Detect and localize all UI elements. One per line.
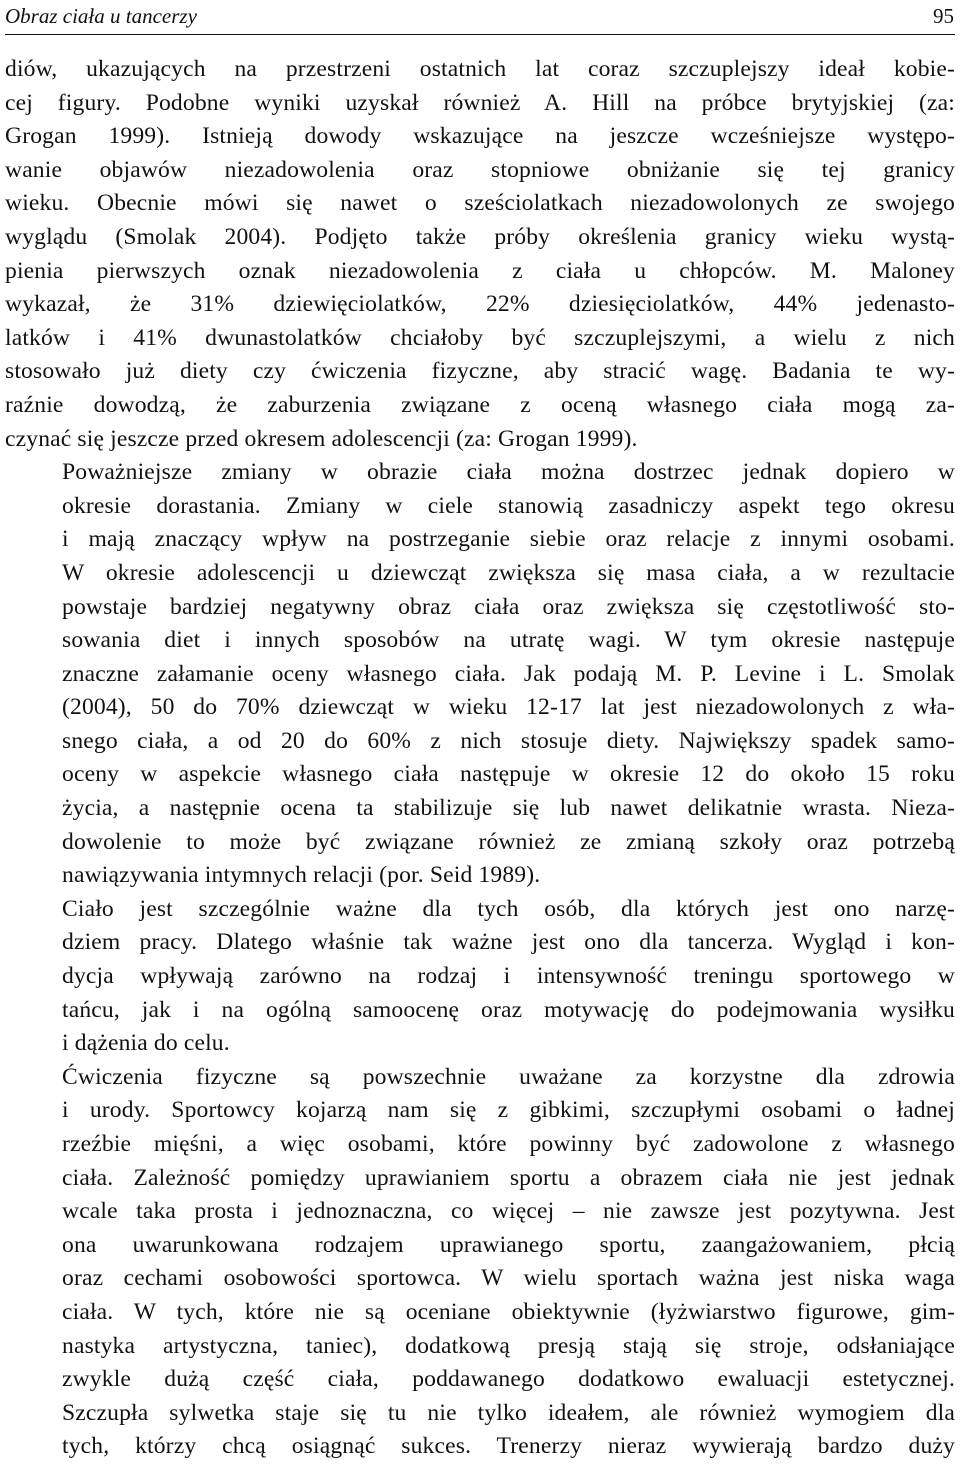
text-line: dycja wpływają zarówno na rodzaj i intensywność treningu sportowego w (62, 963, 955, 990)
text-line: wyglądu (Smolak 2004). Podjęto także próby określenia granicy wieku wystą- (5, 223, 955, 250)
text-line: ciała. W tych, które nie są oceniane obiektywnie (łyżwiarstwo figurowe, gim- (62, 1298, 955, 1325)
text-line: życia, a następnie ocena ta stabilizuje się lub nawet delikatnie wrasta. Nieza- (62, 795, 955, 822)
body-text (5, 53, 955, 1464)
text-line: diów, ukazujących na przestrzeni ostatnich lat coraz szczuplejszy ideał kobie- (5, 56, 955, 82)
header-rule (5, 34, 955, 35)
text-line: okresie dorastania. Zmiany w ciele stanowią zasadniczy aspekt tego okresu (62, 492, 955, 519)
text-line: latków i 41% dwunastolatków chciałoby być szczuplejszymi, a wielu z nich (5, 324, 955, 351)
text-line: dowolenie to może być związane również ze zmianą szkoły oraz potrzebą (62, 828, 955, 855)
text-line: nastyka artystyczna, taniec), dodatkową presją stają się stroje, odsłaniające (62, 1332, 955, 1359)
text-line: zwykle dużą część ciała, poddawanego dodatkowo ewaluacji estetycznej. (62, 1366, 955, 1393)
text-line: ciała. Zależność pomiędzy uprawianiem sportu a obrazem ciała nie jest jednak (62, 1164, 955, 1191)
text-line: wanie objawów niezadowolenia oraz stopniowe obniżanie się tej granicy (5, 156, 955, 183)
running-head (5, 1, 955, 31)
text-line: powstaje bardziej negatywny obraz ciała oraz zwiększa się częstotliwość sto- (62, 593, 955, 620)
text-line: tych, którzy chcą osiągnąć sukces. Trenerzy nieraz wywierają bardzo duży (62, 1433, 955, 1460)
text-line: W okresie adolescencji u dziewcząt zwiększa się masa ciała, a w rezultacie (62, 559, 955, 586)
book-page (5, 0, 955, 1460)
text-line: oceny w aspekcie własnego ciała następuje w okresie 12 do około 15 roku (62, 761, 955, 788)
text-line: Grogan 1999). Istnieją dowody wskazujące na jeszcze wcześniejsze występo- (5, 123, 955, 150)
running-title: Obraz ciała u tancerzy (5, 4, 197, 28)
text-line: Poważniejsze zmiany w obrazie ciała można dostrzec jednak dopiero w (62, 459, 955, 486)
text-line: oraz cechami osobowości sportowca. W wielu sportach ważna jest niska waga (62, 1265, 955, 1292)
paragraph (5, 893, 955, 1061)
text-line: wykazał, że 31% dziewięciolatków, 22% dziesięciolatków, 44% jedenasto- (5, 291, 955, 318)
text-line: nawiązywania intymnych relacji (por. Seid 1989). (62, 862, 541, 889)
text-line: Szczupła sylwetka staje się tu nie tylko ideałem, ale również wymogiem dla (62, 1399, 955, 1426)
text-line: Ćwiczenia fizyczne są powszechnie uważane za korzystne dla zdrowia (62, 1063, 955, 1090)
paragraph (5, 1061, 955, 1464)
text-line: snego ciała, a od 20 do 60% z nich stosuje diety. Największy spadek samo- (62, 727, 955, 754)
text-line: rzeźbie mięśni, a więc osobami, które powinny być zadowolone z własnego (62, 1131, 955, 1157)
text-line: czynać się jeszcze przed okresem adolescencji (za: Grogan 1999). (5, 425, 638, 452)
text-line: raźnie dowodzą, że zaburzenia związane z oceną własnego ciała mogą za- (5, 391, 955, 418)
page-number: 95 (933, 4, 954, 28)
text-line: i dążenia do celu. (62, 1030, 230, 1057)
text-line: ona uwarunkowana rodzajem uprawianego sportu, zaangażowaniem, płcią (62, 1231, 955, 1258)
text-line: dziem pracy. Dlatego właśnie tak ważne jest ono dla tancerza. Wygląd i kon- (62, 929, 955, 956)
text-line: i mają znaczący wpływ na postrzeganie siebie oraz relacje z innymi osobami. (62, 526, 955, 553)
text-line: i urody. Sportowcy kojarzą nam się z gibkimi, szczupłymi osobami o ładnej (62, 1097, 955, 1124)
text-line: cej figury. Podobne wyniki uzyskał również A. Hill na próbce brytyjskiej (za: (5, 89, 955, 116)
text-line: tańcu, jak i na ogólną samoocenę oraz motywację do podejmowania wysiłku (62, 996, 955, 1023)
paragraph (5, 456, 955, 893)
text-line: stosowało już diety czy ćwiczenia fizyczne, aby stracić wagę. Badania te wy- (5, 358, 955, 385)
text-line: znaczne załamanie oceny własnego ciała. Jak podają M. P. Levine i L. Smolak (62, 660, 955, 687)
text-line: Ciało jest szczególnie ważne dla tych osób, dla których jest ono narzę- (62, 895, 955, 922)
text-line: sowania diet i innych sposobów na utratę wagi. W tym okresie następuje (62, 627, 955, 654)
text-line: wcale taka prosta i jednoznaczna, co więcej – nie zawsze jest pozytywna. Jest (62, 1198, 955, 1225)
text-line: pienia pierwszych oznak niezadowolenia z ciała u chłopców. M. Maloney (5, 257, 955, 284)
text-line: (2004), 50 do 70% dziewcząt w wieku 12-17 lat jest niezadowolonych z wła- (62, 694, 955, 721)
paragraph (5, 53, 955, 456)
text-line: wieku. Obecnie mówi się nawet o sześciolatkach niezadowolonych ze swojego (5, 190, 955, 217)
